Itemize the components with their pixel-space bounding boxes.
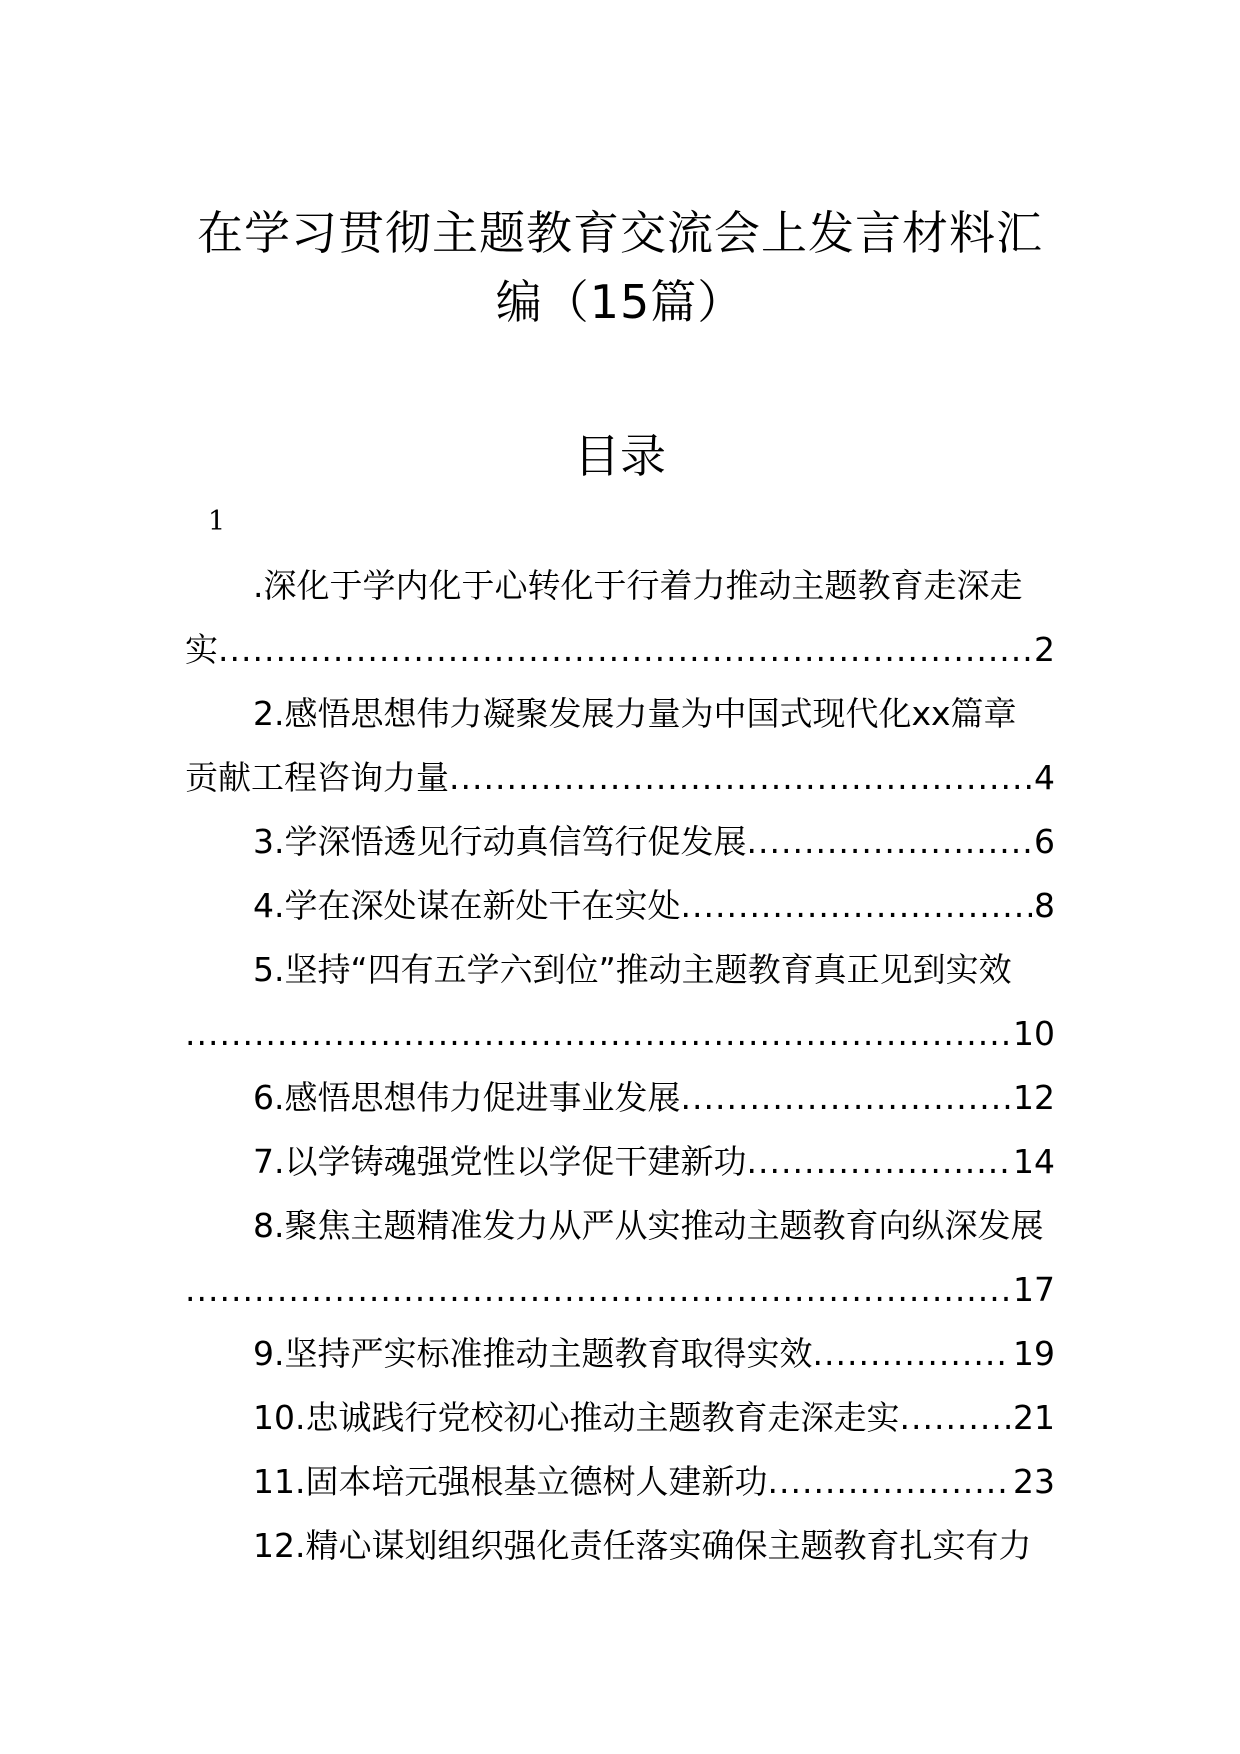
toc-entry-page: 21 — [1013, 1398, 1055, 1437]
toc-entry-page: 12 — [1013, 1078, 1055, 1117]
toc-entry-2-line-2 — [185, 755, 1055, 801]
leader-dots — [747, 1139, 1012, 1185]
document-title-line-1: 在学习贯彻主题教育交流会上发言材料汇 — [197, 206, 1043, 260]
toc-entry-1-line-1 — [253, 563, 1055, 609]
leader-dots — [185, 1267, 1011, 1313]
toc-entry-title: .深化于学内化于心转化于行着力推动主题教育走深走 — [253, 566, 1023, 605]
toc-entry-10 — [253, 1395, 1055, 1441]
leader-dots — [767, 1459, 1011, 1505]
page-number: 1 — [208, 506, 226, 537]
toc-entry-title: 贡献工程咨询力量 — [185, 758, 449, 797]
toc-entry-title: 10.忠诚践行党校初心推动主题教育走深走实 — [253, 1398, 900, 1437]
toc-entry-page: 17 — [1013, 1270, 1055, 1309]
toc-entry-7 — [253, 1139, 1055, 1185]
leader-dots — [899, 1395, 1011, 1441]
toc-entry-2-line-1 — [253, 691, 1055, 737]
toc-entry-5-line-2 — [185, 1011, 1055, 1057]
toc-entry-1-line-2 — [185, 627, 1055, 673]
toc-entry-title: 4.学在深处谋在新处干在实处 — [253, 886, 681, 925]
toc-heading: 目录 — [574, 429, 666, 483]
toc-entry-8-line-1 — [253, 1203, 1055, 1249]
leader-dots — [449, 755, 1032, 801]
toc-entry-12-line-1 — [253, 1523, 1055, 1569]
leader-dots — [813, 1331, 1012, 1377]
document-title-line-2: 编（15篇） — [495, 275, 745, 329]
toc-entry-title: 5.坚持“四有五学六到位”推动主题教育真正见到实效 — [253, 950, 1012, 989]
toc-entry-6 — [253, 1075, 1055, 1121]
toc-entry-page: 6 — [1034, 822, 1055, 861]
toc-entry-title: 实 — [185, 630, 218, 669]
toc-entry-4 — [253, 883, 1055, 929]
toc-entry-page: 8 — [1034, 886, 1055, 925]
toc-entry-11 — [253, 1459, 1055, 1505]
toc-entry-page: 19 — [1013, 1334, 1055, 1373]
leader-dots — [747, 819, 1033, 865]
toc-entry-title: 9.坚持严实标准推动主题教育取得实效 — [253, 1334, 813, 1373]
leader-dots — [218, 627, 1032, 673]
toc-entry-3 — [253, 819, 1055, 865]
toc-entry-page: 10 — [1013, 1014, 1055, 1053]
toc-entry-page: 2 — [1034, 630, 1055, 669]
leader-dots — [681, 1075, 1012, 1121]
toc-entry-title: 12.精心谋划组织强化责任落实确保主题教育扎实有力 — [253, 1526, 1032, 1565]
toc-entry-title: 6.感悟思想伟力促进事业发展 — [253, 1078, 681, 1117]
leader-dots — [185, 1011, 1011, 1057]
toc-entry-5-line-1 — [253, 947, 1055, 993]
toc-entry-8-line-2 — [185, 1267, 1055, 1313]
toc-entry-9 — [253, 1331, 1055, 1377]
toc-entry-title: 8.聚焦主题精准发力从严从实推动主题教育向纵深发展 — [253, 1206, 1044, 1245]
toc-entry-title: 11.固本培元强根基立德树人建新功 — [253, 1462, 768, 1501]
toc-entry-title: 2.感悟思想伟力凝聚发展力量为中国式现代化xx篇章 — [253, 694, 1017, 733]
toc-entry-page: 14 — [1013, 1142, 1055, 1181]
toc-entry-title: 7.以学铸魂强党性以学促干建新功 — [253, 1142, 747, 1181]
toc-entry-page: 4 — [1034, 758, 1055, 797]
toc-entry-page: 23 — [1013, 1462, 1055, 1501]
leader-dots — [681, 883, 1033, 929]
toc-entry-title: 3.学深悟透见行动真信笃行促发展 — [253, 822, 747, 861]
